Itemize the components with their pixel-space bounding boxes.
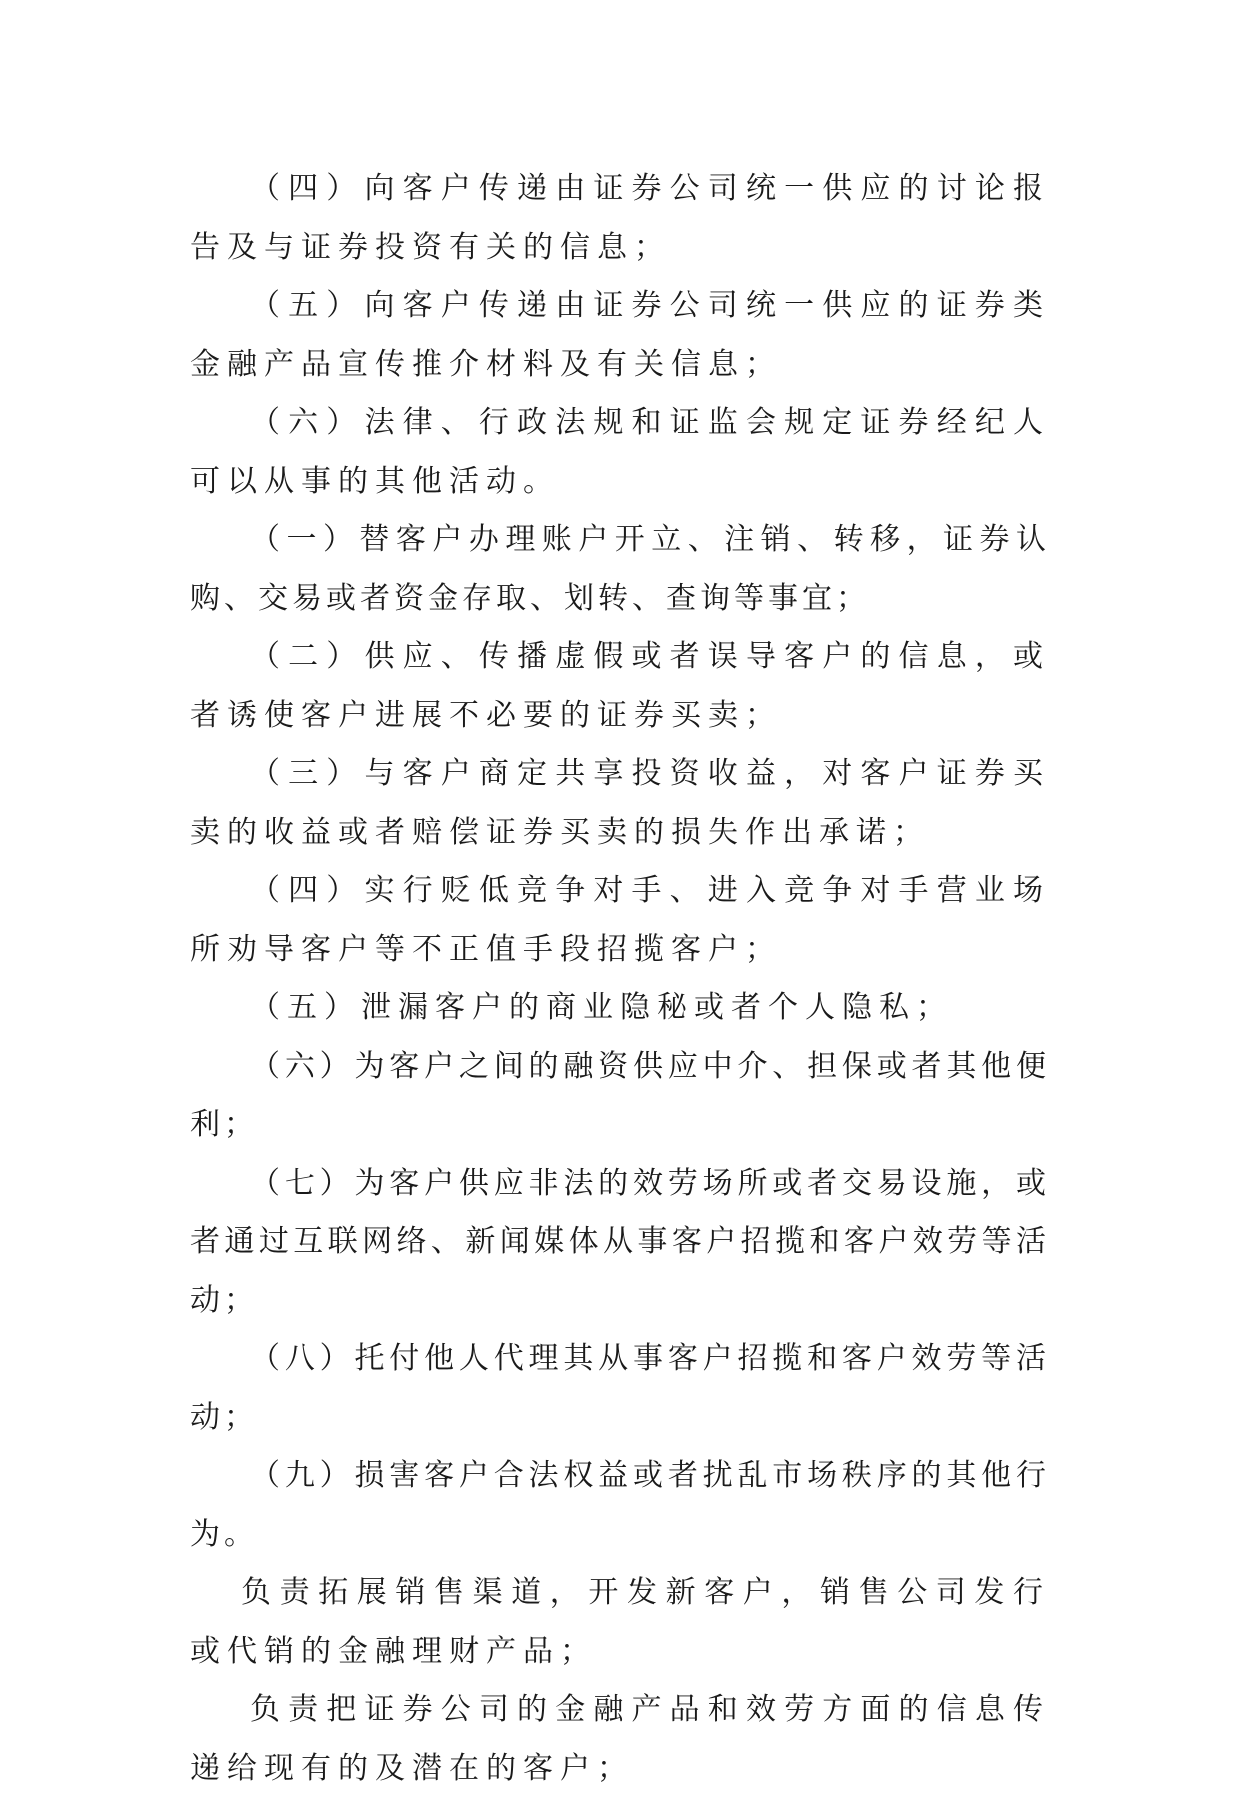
paragraph: （四）实行贬低竞争对手、进入竞争对手营业场所劝导客户等不正值手段招揽客户；: [190, 873, 1050, 967]
paragraph: （八）托付他人代理其从事客户招揽和客户效劳等活动；: [190, 1341, 1050, 1435]
paragraph: （一）替客户办理账户开立、注销、转移，证券认购、交易或者资金存取、划转、查询等事宜；: [190, 522, 1050, 616]
paragraph: （九）损害客户合法权益或者扰乱市场秩序的其他行为。: [190, 1458, 1050, 1552]
paragraph: （三）与客户商定共享投资收益，对客户证券买卖的收益或者赔偿证券买卖的损失作出承诺；: [190, 756, 1050, 850]
document-body: [190, 160, 1050, 1798]
paragraph: （五）泄漏客户的商业隐秘或者个人隐私；: [250, 990, 953, 1025]
paragraph: 负责拓展销售渠道，开发新客户，销售公司发行或代销的金融理财产品；: [190, 1575, 1050, 1669]
paragraph: （五）向客户传递由证券公司统一供应的证券类金融产品宣传推介材料及有关信息；: [190, 288, 1050, 382]
paragraph: 负责把证券公司的金融产品和效劳方面的信息传递给现有的及潜在的客户；: [190, 1692, 1050, 1786]
paragraph: （七）为客户供应非法的效劳场所或者交易设施，或者通过互联网络、新闻媒体从事客户招揽和客户效劳等活动；: [190, 1165, 1050, 1318]
paragraph: （六）法律、行政法规和证监会规定证券经纪人可以从事的其他活动。: [190, 405, 1050, 499]
paragraph: （四）向客户传递由证券公司统一供应的讨论报告及与证券投资有关的信息；: [190, 171, 1050, 265]
paragraph: （二）供应、传播虚假或者误导客户的信息，或者诱使客户进展不必要的证券买卖；: [190, 639, 1050, 733]
paragraph: （六）为客户之间的融资供应中介、担保或者其他便利；: [190, 1048, 1050, 1142]
